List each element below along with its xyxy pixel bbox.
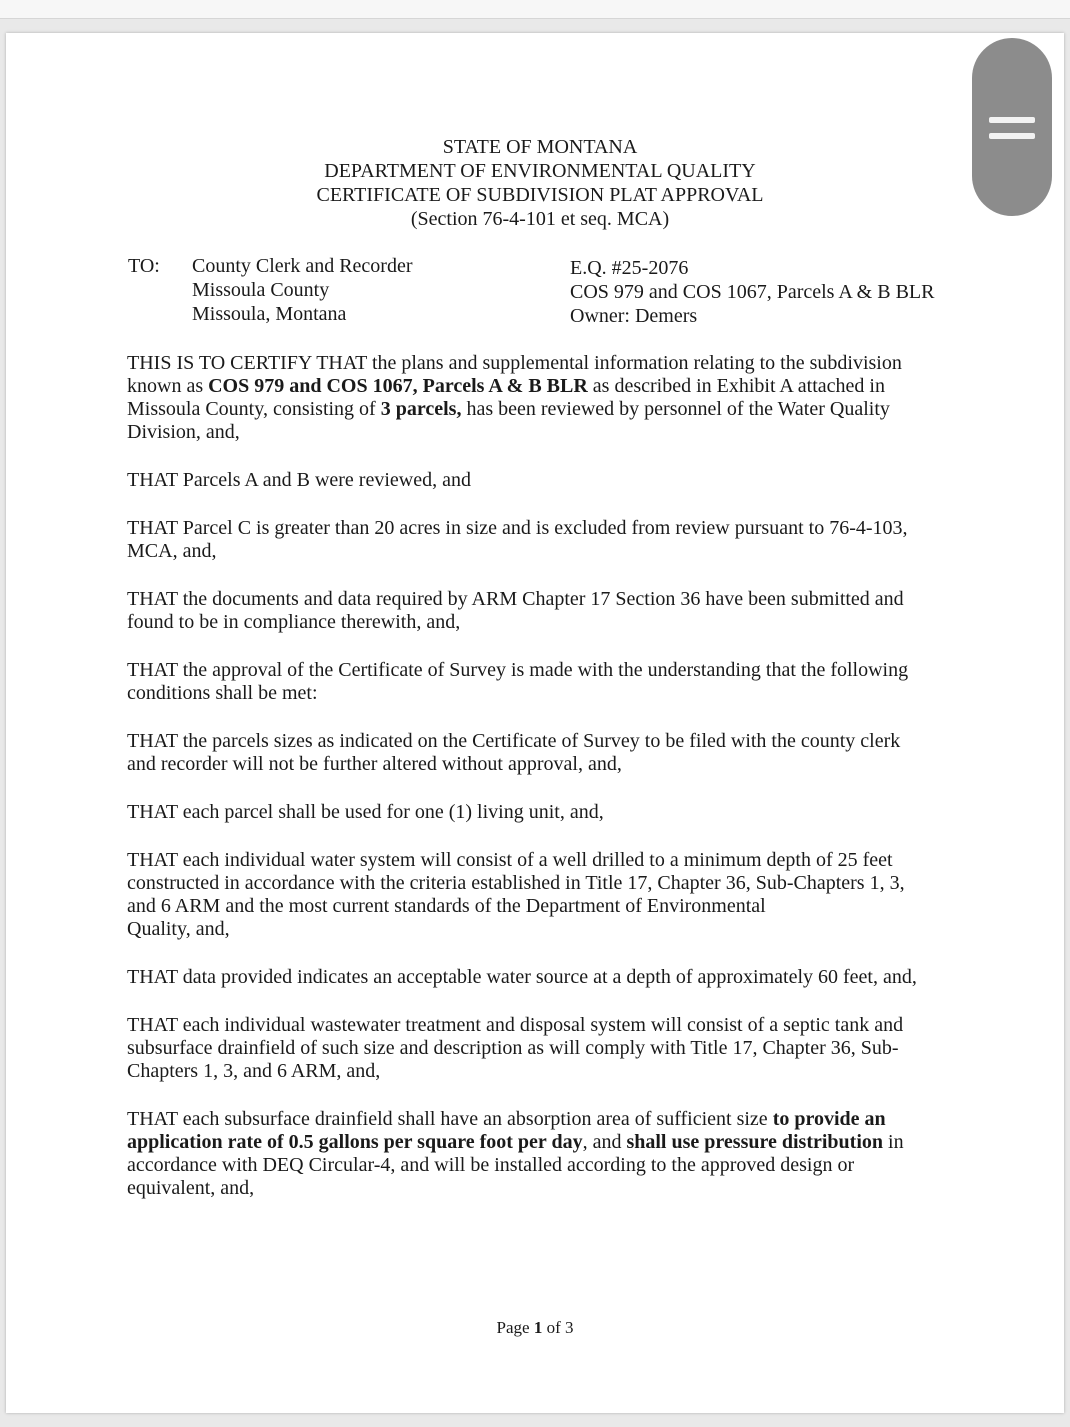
- top-toolbar-strip: [0, 0, 1070, 19]
- paragraph-drainfield: THAT each subsurface drainfield shall have an absorption area of sufficient size to provide an application rate of 0.5 gallons per square foot per day, and shall use pressure distribution in accordance with DEQ Circular-4, and will be installed according to the approved design or equivalent, and,: [127, 1108, 904, 1199]
- drag-grip-icon: [989, 111, 1035, 143]
- paragraph-parcels-reviewed: THAT Parcels A and B were reviewed, and: [127, 469, 471, 491]
- paragraph-approval: THAT the approval of the Certificate of Survey is made with the understanding that the following conditions shall be met:: [127, 659, 909, 704]
- paragraph-parcel-c: THAT Parcel C is greater than 20 acres in size and is excluded from review pursuant to 76-4-103, MCA, and,: [127, 517, 908, 562]
- paragraph-living-unit: THAT each parcel shall be used for one (1) living unit, and,: [127, 801, 604, 823]
- header-certificate-title: CERTIFICATE OF SUBDIVISION PLAT APPROVAL: [316, 184, 764, 206]
- page-number: Page 1 of 3: [496, 1318, 574, 1337]
- header-section-reference: (Section 76-4-101 et seq. MCA): [410, 208, 670, 230]
- owner-name: Owner: Demers: [570, 305, 698, 327]
- paragraph-water-system: THAT each individual water system will consist of a well drilled to a minimum depth of 25 feet constructed in accordance with the criteria established in Title 17, Chapter 36, Sub-Chapters 1, 3, and 6 ARM and the most current standards of the Department of Environmental Quality, and,: [127, 849, 905, 940]
- header-department: DEPARTMENT OF ENVIRONMENTAL QUALITY: [324, 160, 756, 182]
- paragraph-documents: THAT the documents and data required by ARM Chapter 17 Section 36 have been submitted and found to be in compliance therewith, and,: [127, 588, 904, 633]
- paragraph-parcel-sizes: THAT the parcels sizes as indicated on the Certificate of Survey to be filed with the county clerk and recorder will not be further altered without approval, and,: [127, 730, 901, 775]
- cos-reference: COS 979 and COS 1067, Parcels A & B BLR: [570, 281, 935, 303]
- scroll-handle[interactable]: [972, 38, 1052, 216]
- recipient-line-3: Missoula, Montana: [192, 303, 347, 325]
- header-state: STATE OF MONTANA: [442, 136, 638, 158]
- paragraph-certify: THIS IS TO CERTIFY THAT the plans and supplemental information relating to the subdivision known as COS 979 and COS 1067, Parcels A & B BLR as described in Exhibit A attached in Missoula County, consisting of 3 parcels, has been reviewed by personnel of the Water Quality Division, and,: [127, 352, 902, 443]
- certificate-body: [127, 352, 932, 1225]
- recipient-line-2: Missoula County: [192, 279, 330, 301]
- to-label: TO:: [128, 255, 160, 277]
- recipient-line-1: County Clerk and Recorder: [192, 255, 413, 277]
- paragraph-wastewater: THAT each individual wastewater treatment and disposal system will consist of a septic tank and subsurface drainfield of such size and description as will comply with Title 17, Chapter 36, Sub-Chapters 1, 3, and 6 ARM, and,: [127, 1014, 904, 1082]
- recipient-address: [192, 254, 413, 326]
- eq-number: E.Q. #25-2076: [570, 257, 689, 279]
- paragraph-water-source: THAT data provided indicates an acceptable water source at a depth of approximately 60 feet, and,: [127, 966, 917, 988]
- reference-block: [570, 256, 934, 328]
- document-header: [230, 135, 850, 231]
